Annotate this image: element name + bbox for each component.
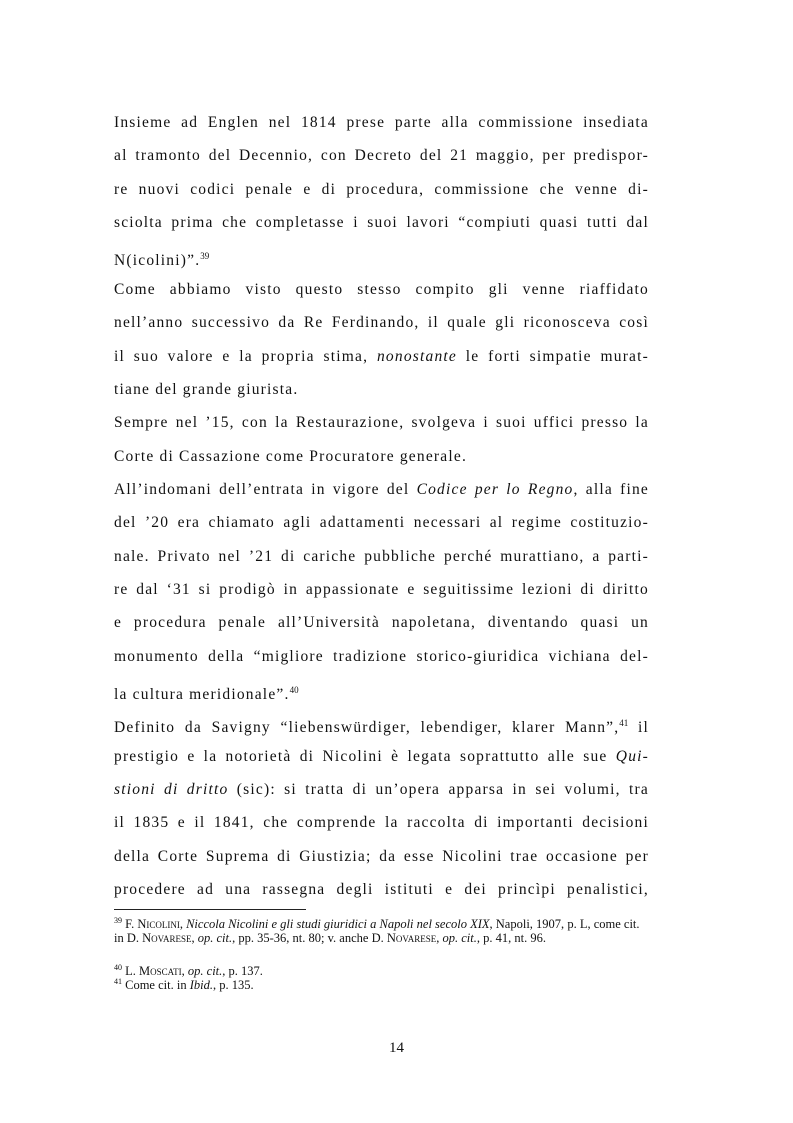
text-line: nell’anno successivo da Re Ferdinando, il quale gli riconosceva così (114, 314, 649, 331)
text-line: monumento della “migliore tradizione storico-giuridica vichiana del- (114, 648, 649, 665)
text-line: stioni di dritto (sic): si tratta di un’opera apparsa in sei volumi, tra (114, 781, 649, 798)
page-number: 14 (389, 1040, 404, 1056)
text-line: il suo valore e la propria stima, nonostante le forti simpatie murat- (114, 348, 649, 365)
text-line: al tramonto del Decennio, con Decreto del 21 maggio, per predispor- (114, 147, 649, 164)
text-line: N(icolini)”.$^{39}$ (114, 251, 210, 270)
text-line: tiane del grande giurista. (114, 381, 299, 398)
footnote-separator (114, 909, 306, 910)
text-line: re dal ‘31 si prodigò in appassionate e seguitissime lezioni di diritto (114, 581, 649, 598)
footnote-39: $^{39}$ F. Nicolini, Niccola Nicolini e gli studi giuridici a Napoli nel secolo XIX, Napoli, 1907, p. L, come cit. in D. Novarese, op. cit., pp. 35-36, nt. 80; v. anche D. Novarese, op. cit., p. 41, nt. 96. (114, 916, 640, 946)
text-line: della Corte Suprema di Giustizia; da esse Nicolini trae occasione per (114, 848, 649, 865)
text-line: il 1835 e il 1841, che comprende la raccolta di importanti decisioni (114, 814, 649, 831)
footnote-ref: 41 (619, 718, 629, 728)
text-line: All’indomani dell’entrata in vigore del Codice per lo Regno, alla fine (114, 481, 650, 498)
footnote-41: $^{41}$ Come cit. in Ibid., p. 135. (114, 977, 254, 993)
text-line: procedere ad una rassegna degli istituti e dei princìpi penalistici, (114, 881, 649, 898)
text-line: Come abbiamo visto questo stesso compito gli venne riaffidato (114, 281, 649, 298)
text-line: re nuovi codici penale e di procedura, commissione che venne di- (114, 181, 649, 198)
text-line: e procedura penale all’Università napoletana, diventando quasi un (114, 614, 649, 631)
text-line: Definito da Savigny “liebenswürdiger, lebendiger, klarer Mann”,$^{41}$ il (114, 718, 649, 737)
footnote-ref: 39 (200, 251, 210, 261)
text-line: prestigio e la notorietà di Nicolini è legata soprattutto alle sue Qui- (114, 748, 650, 765)
footnote-ref: 40 (289, 685, 299, 695)
footnote-40: $^{40}$ L. Moscati, op. cit., p. 137. (114, 963, 263, 979)
text-line: la cultura meridionale”.$^{40}$ (114, 685, 299, 704)
text-line: Corte di Cassazione come Procuratore generale. (114, 448, 468, 465)
text-line: nale. Privato nel ’21 di cariche pubbliche perché murattiano, a parti- (114, 548, 649, 565)
text-line: sciolta prima che completasse i suoi lavori “compiuti quasi tutti dal (114, 214, 649, 231)
text-line: Insieme ad Englen nel 1814 prese parte alla commissione insediata (114, 114, 649, 131)
text-line: del ’20 era chiamato agli adattamenti necessari al regime costituzio- (114, 514, 649, 531)
text-line: Sempre nel ’15, con la Restaurazione, svolgeva i suoi uffici presso la (114, 414, 649, 431)
